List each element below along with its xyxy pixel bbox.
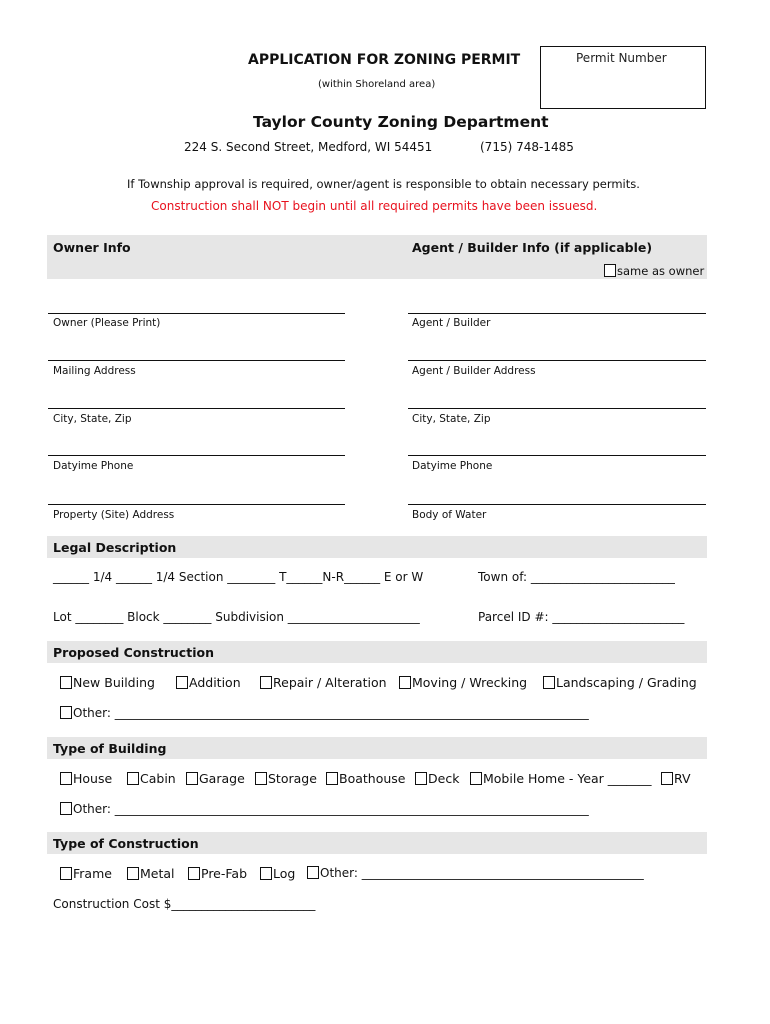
owner-mailing-address-field[interactable] xyxy=(48,360,345,361)
option-label: Deck xyxy=(428,771,460,786)
owner-city-state-zip-label: City, State, Zip xyxy=(53,413,132,425)
agent-phone-label: Datyime Phone xyxy=(412,460,493,472)
agent-name-label: Agent / Builder xyxy=(412,317,491,329)
option-deck[interactable] xyxy=(415,771,459,786)
option-label: Log xyxy=(273,866,296,881)
checkbox[interactable] xyxy=(399,676,411,689)
agent-address-field[interactable] xyxy=(408,360,706,361)
permit-number-box[interactable] xyxy=(540,46,706,109)
construction-cost-field[interactable]: Construction Cost $________________________ xyxy=(53,897,316,911)
option-mobile-home[interactable] xyxy=(470,771,652,786)
option-label: Other: _______________________________________________ xyxy=(320,866,644,880)
agent-info-heading: Agent / Builder Info (if applicable) xyxy=(412,240,653,255)
option-label: Repair / Alteration xyxy=(273,675,387,690)
form-subtitle: (within Shoreland area) xyxy=(318,79,436,90)
checkbox[interactable] xyxy=(188,867,200,880)
checkbox[interactable] xyxy=(415,772,427,785)
proposed-construction-heading: Proposed Construction xyxy=(53,645,214,660)
option-label: Addition xyxy=(189,675,241,690)
option-label: Boathouse xyxy=(339,771,406,786)
option-log[interactable] xyxy=(260,866,295,881)
owner-info-heading: Owner Info xyxy=(53,240,131,255)
option-boathouse[interactable] xyxy=(326,771,405,786)
agent-city-state-zip-label: City, State, Zip xyxy=(412,413,491,425)
option-label: Other: _______________________________________________________________________________ xyxy=(73,802,589,816)
legal-location-row[interactable]: ______ 1/4 ______ 1/4 Section ________ T______N-R______ E or W xyxy=(53,570,424,584)
option-storage[interactable] xyxy=(255,771,317,786)
agent-city-state-zip-field[interactable] xyxy=(408,408,706,409)
owner-phone-label: Datyime Phone xyxy=(53,460,134,472)
township-notice: If Township approval is required, owner/agent is responsible to obtain necessary permits. xyxy=(127,177,640,191)
option-addition[interactable] xyxy=(176,675,241,690)
option-proposed-other[interactable] xyxy=(60,706,589,720)
option-label: Mobile Home - Year _______ xyxy=(483,771,652,786)
checkbox[interactable] xyxy=(307,866,319,879)
checkbox[interactable] xyxy=(260,867,272,880)
form-title: APPLICATION FOR ZONING PERMIT xyxy=(248,52,521,68)
checkbox[interactable] xyxy=(186,772,198,785)
body-of-water-field[interactable] xyxy=(408,504,706,505)
owner-name-field[interactable] xyxy=(48,313,345,314)
checkbox[interactable] xyxy=(260,676,272,689)
owner-name-label: Owner (Please Print) xyxy=(53,317,161,329)
option-repair-alteration[interactable] xyxy=(260,675,387,690)
construction-warning: Construction shall NOT begin until all required permits have been issuesd. xyxy=(151,199,598,213)
option-label: Moving / Wrecking xyxy=(412,675,528,690)
checkbox[interactable] xyxy=(255,772,267,785)
option-label: Pre-Fab xyxy=(201,866,248,881)
property-address-field[interactable] xyxy=(48,504,345,505)
department-name: Taylor County Zoning Department xyxy=(253,113,549,131)
checkbox[interactable] xyxy=(60,676,72,689)
option-pre-fab[interactable] xyxy=(188,866,247,881)
department-phone: (715) 748-1485 xyxy=(480,140,574,154)
checkbox[interactable] xyxy=(661,772,673,785)
option-construction-other[interactable] xyxy=(307,866,644,880)
body-of-water-label: Body of Water xyxy=(412,509,487,521)
parcel-id-field[interactable]: Parcel ID #: ______________________ xyxy=(478,610,685,624)
option-rv[interactable] xyxy=(661,771,691,786)
option-label: Metal xyxy=(140,866,175,881)
option-label: Cabin xyxy=(140,771,176,786)
owner-city-state-zip-field[interactable] xyxy=(48,408,345,409)
property-address-label: Property (Site) Address xyxy=(53,509,175,521)
type-of-building-heading: Type of Building xyxy=(53,741,167,756)
option-cabin[interactable] xyxy=(127,771,176,786)
department-address: 224 S. Second Street, Medford, WI 54451 xyxy=(184,140,433,154)
option-label: Storage xyxy=(268,771,317,786)
option-garage[interactable] xyxy=(186,771,245,786)
agent-phone-field[interactable] xyxy=(408,455,706,456)
option-new-building[interactable] xyxy=(60,675,155,690)
checkbox[interactable] xyxy=(470,772,482,785)
owner-phone-field[interactable] xyxy=(48,455,345,456)
checkbox[interactable] xyxy=(127,867,139,880)
town-of-field[interactable]: Town of: ________________________ xyxy=(478,570,675,584)
option-label: Landscaping / Grading xyxy=(556,675,697,690)
checkbox[interactable] xyxy=(127,772,139,785)
type-of-construction-heading: Type of Construction xyxy=(53,836,199,851)
checkbox[interactable] xyxy=(60,802,72,815)
option-metal[interactable] xyxy=(127,866,175,881)
agent-name-field[interactable] xyxy=(408,313,706,314)
checkbox[interactable] xyxy=(326,772,338,785)
option-label: Other: _______________________________________________________________________________ xyxy=(73,706,589,720)
option-label: Garage xyxy=(199,771,245,786)
same-as-owner-label: same as owner xyxy=(617,264,705,278)
option-label: RV xyxy=(674,771,691,786)
agent-address-label: Agent / Builder Address xyxy=(412,365,536,377)
option-frame[interactable] xyxy=(60,866,112,881)
same-as-owner-checkbox[interactable] xyxy=(604,264,616,277)
option-label: House xyxy=(73,771,113,786)
option-house[interactable] xyxy=(60,771,112,786)
option-label: Frame xyxy=(73,866,112,881)
option-landscaping-grading[interactable] xyxy=(543,675,697,690)
checkbox[interactable] xyxy=(60,706,72,719)
permit-number-label: Permit Number xyxy=(576,51,667,65)
legal-description-heading: Legal Description xyxy=(53,540,177,555)
checkbox[interactable] xyxy=(176,676,188,689)
lot-block-subdivision-row[interactable]: Lot ________ Block ________ Subdivision ______________________ xyxy=(53,610,420,624)
checkbox[interactable] xyxy=(543,676,555,689)
same-as-owner-option[interactable] xyxy=(604,264,704,278)
option-building-other[interactable] xyxy=(60,802,589,816)
checkbox[interactable] xyxy=(60,867,72,880)
checkbox[interactable] xyxy=(60,772,72,785)
option-moving-wrecking[interactable] xyxy=(399,675,527,690)
owner-mailing-address-label: Mailing Address xyxy=(53,365,136,377)
option-label: New Building xyxy=(73,675,155,690)
